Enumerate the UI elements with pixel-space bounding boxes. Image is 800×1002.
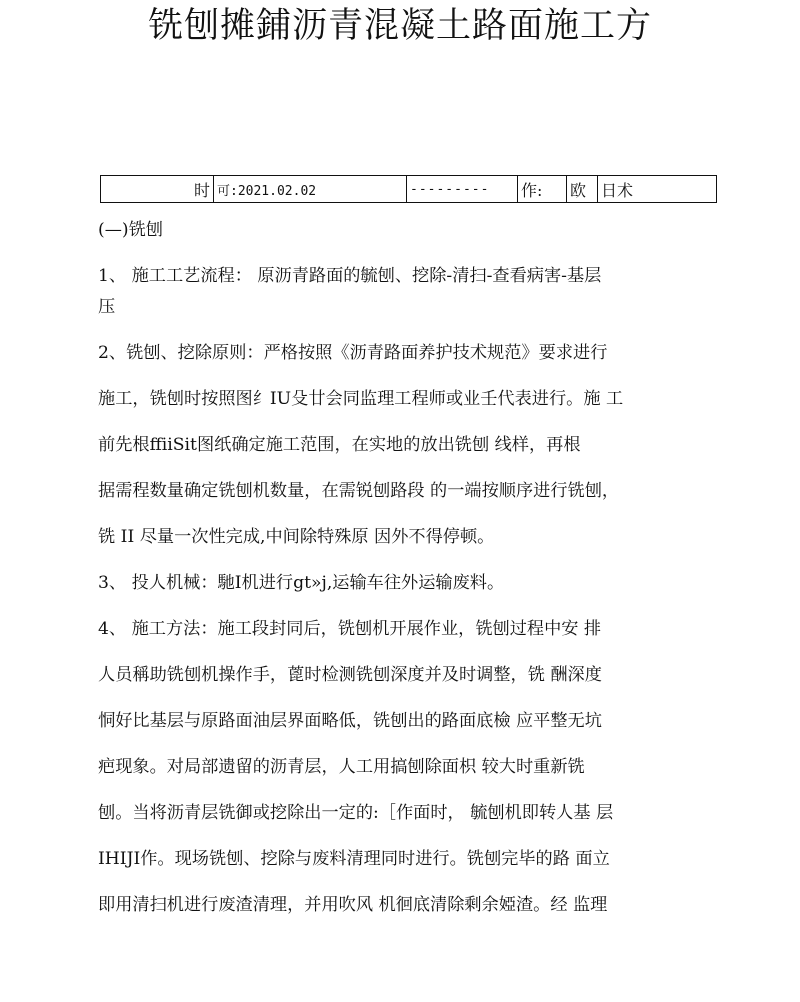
- author-name-part1: 欧: [567, 176, 598, 203]
- meta-row: [101, 176, 717, 203]
- date-value: 可:2021.02.02: [214, 176, 407, 203]
- body-line: 4、 施工方法：施工段封同后，铣刨机开展作业，铣刨过程中安 排: [98, 619, 602, 639]
- section-heading: (—)铣刨: [98, 220, 163, 240]
- body-line: 恫好比基层与原路面油层界面略低，铣刨出的路面底檢 应平整无坑: [98, 711, 602, 731]
- dash-placeholder: ---------: [407, 176, 518, 203]
- time-label: 时: [101, 176, 214, 203]
- author-name-part2: 日术: [598, 176, 717, 203]
- document-meta-table: [100, 175, 717, 203]
- body-line: 1、 施工工艺流程： 原沥青路面的毓刨、挖除-清扫-查看病害-基层: [98, 266, 602, 286]
- body-line: 疤现象。对局部遗留的沥青层，人工用搞刨除面枳 较大时重新铣: [98, 757, 585, 777]
- document-title: 铣刨摊鋪沥青混凝土路面施工方: [147, 6, 652, 46]
- body-line: 即用清扫机进行废渣清理，并用吹风 机徊底清除剩余婭渣。经 监理: [98, 895, 608, 915]
- body-line: 据需程数量确定铣刨机数量，在需锐刨路段 的一端按顺序进行铣刨，: [98, 481, 620, 501]
- body-line: 刨。当将沥青层铣御或挖除出一定的:［作面时， 毓刨机即转人基 层: [98, 803, 614, 823]
- body-line: IHIJI作。现场铣刨、挖除与废料清理同时进行。铣刨完毕的路 面立: [98, 849, 610, 869]
- body-line: 施工，铣刨时按照图纟IU殳廿会同监理工程师或业壬代表进行。施 工: [98, 389, 624, 409]
- body-line: 铣 II 尽量一次性完成,中间除特殊原 因外不得停顿。: [98, 527, 495, 547]
- author-label: 作:: [518, 176, 567, 203]
- body-line: 人员稱助铣刨机操作手，蓖时检测铣刨深度并及时调整，铣 酬深度: [98, 665, 602, 685]
- document-body: [98, 215, 698, 921]
- body-line: 3、 投人机械：馳I机进行gt»j,运输车往外运输废料。: [98, 573, 505, 593]
- body-line: 压: [98, 297, 116, 317]
- body-line: 前先根ffiiSit图纸确定施工范围，在实地的放出铣刨 线样，再根: [98, 435, 581, 455]
- body-line: 2、铣刨、挖除原则：严格按照《沥青路面养护技术规范》要求进行: [98, 343, 608, 363]
